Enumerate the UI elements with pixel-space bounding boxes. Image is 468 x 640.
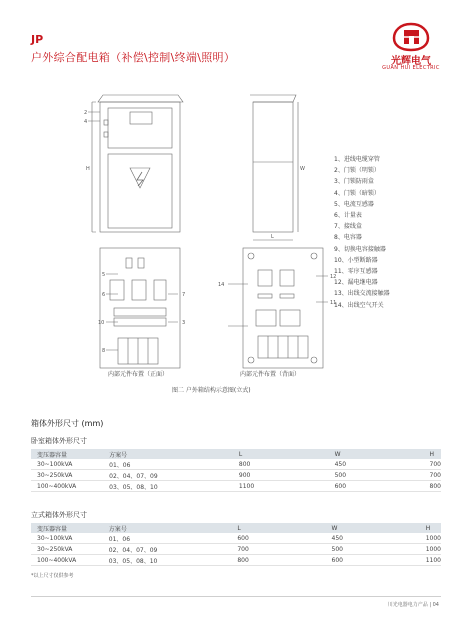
col-h: H xyxy=(398,523,441,533)
cell: 30~100kVA xyxy=(31,533,101,544)
cell: 600 xyxy=(304,555,398,566)
legend-item: 3、门锁防雨盒 xyxy=(334,178,374,186)
caption-front: 内部元件布置（正面） xyxy=(108,371,169,378)
section-title: 箱体外形尺寸 (mm) xyxy=(31,419,104,428)
table-title-horizontal: 卧室箱体外形尺寸 xyxy=(31,437,87,445)
col-scheme: 方案号 xyxy=(101,449,209,459)
cell: 01、06 xyxy=(101,459,209,470)
legend-item: 8、电容器 xyxy=(334,234,362,242)
cell: 800 xyxy=(402,481,441,492)
legend-item: 7、接线盒 xyxy=(334,223,362,231)
brand-name: 光辉电气 xyxy=(391,56,431,67)
callout-6: 6 xyxy=(102,292,106,298)
callout-10: 10 xyxy=(98,320,105,326)
legend-item: 11、零序互感器 xyxy=(334,268,378,276)
cell: 30~100kVA xyxy=(31,459,101,470)
legend-item: 4、门锁（暗锁） xyxy=(334,189,380,197)
callout-12: 12 xyxy=(330,274,337,280)
legend-item: 13、出线交流接触器 xyxy=(334,290,390,298)
callout-8: 8 xyxy=(102,348,106,354)
callout-11: 11 xyxy=(330,300,337,306)
cell: 30~250kVA xyxy=(31,470,101,481)
table-row xyxy=(31,470,441,481)
cell: 800 xyxy=(209,459,307,470)
cell: 700 xyxy=(402,470,441,481)
cell: 450 xyxy=(307,459,402,470)
cell: 500 xyxy=(304,544,398,555)
cell: 500 xyxy=(307,470,402,481)
cell: 700 xyxy=(402,459,441,470)
legend-item: 6、计量表 xyxy=(334,212,362,220)
dim-h: H xyxy=(86,166,90,172)
page-title: 户外综合配电箱（补偿\控制\终端\照明） xyxy=(31,51,236,64)
table-row xyxy=(31,555,441,566)
table-row xyxy=(31,481,441,492)
brand-logo xyxy=(380,22,442,74)
col-capacity: 变压器容量 xyxy=(31,523,101,533)
cell: 02、04、07、09 xyxy=(101,470,209,481)
table-title-vertical: 立式箱体外形尺寸 xyxy=(31,511,87,519)
cell: 1000 xyxy=(398,544,441,555)
cell: 450 xyxy=(304,533,398,544)
col-h: H xyxy=(402,449,441,459)
cell: 600 xyxy=(207,533,303,544)
legend-item: 9、切换电容接触器 xyxy=(334,245,386,253)
dim-l: L xyxy=(271,234,274,240)
callout-3: 3 xyxy=(182,320,186,326)
col-w: W xyxy=(307,449,402,459)
cell: 100~400kVA xyxy=(31,555,101,566)
legend-item: 1、进线电缆穿管 xyxy=(334,156,380,163)
cell: 30~250kVA xyxy=(31,544,101,555)
legend-item: 12、漏电继电器 xyxy=(334,279,378,287)
callout-4: 4 xyxy=(84,119,88,125)
cell: 800 xyxy=(207,555,303,566)
cell: 1000 xyxy=(398,533,441,544)
page-footer: 川光电器电力产品 | 04 xyxy=(387,602,439,608)
col-l: L xyxy=(209,449,307,459)
callout-5: 5 xyxy=(102,272,106,278)
callout-2: 2 xyxy=(84,110,88,116)
cell: 02、04、07、09 xyxy=(101,544,208,555)
callout-14: 14 xyxy=(218,282,225,288)
product-code: JP xyxy=(31,33,44,46)
legend-item: 5、电流互感器 xyxy=(334,200,374,208)
cell: 1100 xyxy=(398,555,441,566)
cell: 03、05、08、10 xyxy=(101,555,208,566)
legend-item: 2、门锁（明锁） xyxy=(334,167,380,175)
size-table-vertical xyxy=(31,523,441,566)
legend-item: 14、出线空气开关 xyxy=(334,301,384,309)
brand-subname: GUAN HUI ELECTRIC xyxy=(382,65,440,71)
cell: 900 xyxy=(209,470,307,481)
brand-logo-icon xyxy=(392,22,430,52)
table-header-row xyxy=(31,449,441,459)
size-table-horizontal xyxy=(31,449,441,492)
cell: 03、05、08、10 xyxy=(101,481,209,492)
table-row xyxy=(31,533,441,544)
footer-divider xyxy=(31,596,441,597)
cell: 1100 xyxy=(209,481,307,492)
col-w: W xyxy=(304,523,398,533)
table-header-row xyxy=(31,523,441,533)
cell: 700 xyxy=(207,544,303,555)
size-note: *以上尺寸仅供参考 xyxy=(31,573,74,579)
col-capacity: 变压器容量 xyxy=(31,449,101,459)
component-legend xyxy=(334,154,390,311)
legend-item: 10、小型断路器 xyxy=(334,256,378,264)
cell: 100~400kVA xyxy=(31,481,101,492)
structure-drawing xyxy=(78,80,338,380)
caption-back: 内部元件布置（背面） xyxy=(240,371,301,378)
cell: 600 xyxy=(307,481,402,492)
dim-w: W xyxy=(300,166,305,172)
callout-7: 7 xyxy=(182,292,186,298)
table-row xyxy=(31,459,441,470)
cell: 01、06 xyxy=(101,533,208,544)
table-row xyxy=(31,544,441,555)
col-scheme: 方案号 xyxy=(101,523,208,533)
figure-title: 图二 户外箱结构示意图(立式) xyxy=(172,387,251,394)
col-l: L xyxy=(207,523,303,533)
